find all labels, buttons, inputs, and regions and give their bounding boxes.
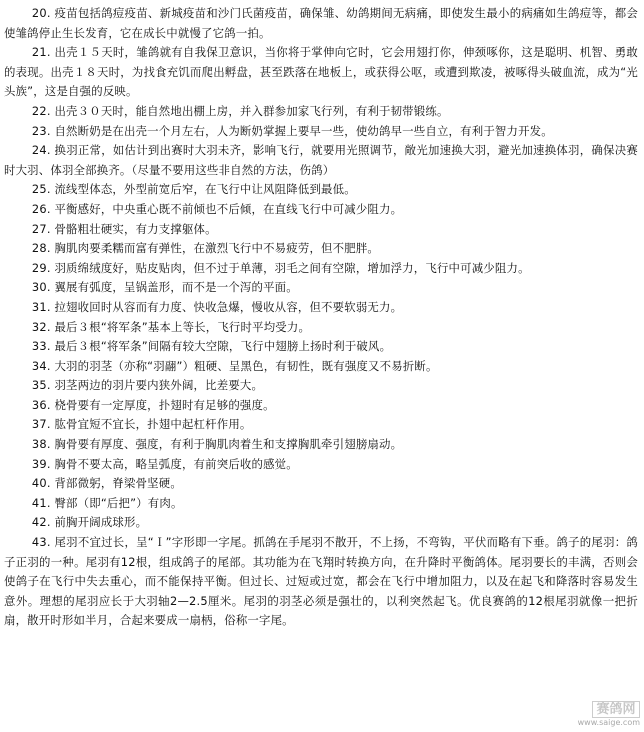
paragraph-item-24: 24. 换羽正常，如估计到出赛时大羽未齐，影响飞行，就要用光照调节，敞光加速换大羽，避光加速换体羽，确保决赛时大羽、体羽全部换齐。（尽量不要用这些非自然的方法，伤鸽）: [4, 143, 638, 177]
paragraph-item-23: 23. 自然断奶是在出壳一个月左右，人为断奶掌握上要早一些，使幼鸽早一些自立，有利于智力开发。: [31, 123, 553, 138]
paragraph-item-39: 39. 胸骨不要太高，略呈弧度，有前突后收的感觉。: [31, 456, 298, 471]
paragraph-item-25: 25. 流线型体态，外型前宽后窄，在飞行中让风阻降低到最低。: [31, 182, 356, 197]
paragraph-item-41: 41. 臀部（即“后把”）有肉。: [31, 495, 183, 510]
paragraph-item-27: 27. 骨骼粗壮硬实，有力支撑躯体。: [31, 221, 217, 236]
paragraph-item-40: 40. 背部微躬，脊梁骨坚硬。: [31, 476, 182, 491]
paragraph-item-31: 31. 拉翅收回时从容而有力度、快收急爆，慢收从容，但不要软弱无力。: [31, 299, 403, 314]
paragraph-item-35: 35. 羽茎两边的羽片要内狭外阔，比差要大。: [31, 378, 264, 393]
paragraph-item-38: 38. 胸骨要有厚度、强度，有利于胸肌肉着生和支撑胸肌牵引翅膀扇动。: [31, 437, 403, 452]
paragraph-item-30: 30. 翼展有弧度，呈锅盖形，而不是一个泻的平面。: [31, 280, 298, 295]
paragraph-item-28: 28. 胸肌肉要柔糯而富有弹性，在激烈飞行中不易疲劳，但不肥胖。: [31, 241, 379, 256]
watermark-url: www.saige.com: [577, 718, 640, 727]
paragraph-item-43: 43. 尾羽不宜过长，呈“Ｉ”字形即一字尾。抓鸽在手尾羽不散开，不上扬，不弯钩，平伏而略有下垂。鸽子的尾羽：鸽子正羽的一种。尾羽有12根，组成鸽子的尾部。其功能为在飞翔时转换方向，在升降时平衡鸽体。尾羽要长的丰满，否则会使鸽子在飞行中失去重心，而不能保持平衡。但过长、过短或过宽，都会在飞行中增加阻力，以及在起飞和降落时容易发生意外。理想的尾羽应长于大羽轴2—2.5厘米。尾羽的羽茎必须是强壮的，以利突然起飞。优良赛鸽的12根尾羽就像一把折扇，散开时形如半月，合起来要成一扇柄，俗称一字尾。: [4, 535, 638, 628]
paragraph-item-37: 37. 肱骨宜短不宜长，扑翅中起杠杆作用。: [31, 417, 252, 432]
paragraph-item-34: 34. 大羽的羽茎（亦称“羽翮”）粗硬、呈黑色，有韧性，既有强度又不易折断。: [31, 358, 438, 373]
paragraph-item-20: 20. 疫苗包括鸽痘疫苗、新城疫苗和沙门氏菌疫苗，确保雏、幼鸽期间无病痛，即使发生最小的病痛如生鸽痘等，都会使雏鸽停止生长发育，它在成长中就慢了它鸽一拍。: [4, 6, 638, 40]
watermark-seal: 赛鸽网: [592, 701, 640, 718]
paragraph-item-32: 32. 最后３根“将军条”基本上等长，飞行时平均受力。: [31, 319, 311, 334]
paragraph-item-22: 22. 出壳３０天时，能自然地出棚上房，并入群参加家飞行列，有利于韧带锻练。: [31, 103, 449, 118]
paragraph-item-26: 26. 平衡感好，中央重心既不前倾也不后倾，在直线飞行中可减少阻力。: [31, 201, 403, 216]
site-watermark: [578, 701, 640, 728]
paragraph-item-33: 33. 最后３根“将军条”间隔有较大空隙，飞行中翅膀上扬时利于破风。: [31, 339, 392, 354]
paragraph-item-29: 29. 羽质绵绒度好，贴皮贴肉，但不过于单薄，羽毛之间有空隙，增加浮力，飞行中可减少阻力。: [31, 260, 530, 275]
paragraph-item-21: 21. 出壳１５天时，雏鸽就有自我保卫意识，当你将于掌伸向它时，它会用翅打你，伸颈啄你，这是聪明、机智、勇敢的表现。出壳１８天时，为找食充饥而爬出孵盘，甚至跌落在地板上，或获得公呕，或遭到欺凌，被啄得头破血流，成为“光头族”，这是自强的反映。: [4, 45, 638, 99]
paragraph-item-36: 36. 桡骨要有一定厚度，扑翅时有足够的强度。: [31, 397, 275, 412]
paragraph-item-42: 42. 前胸开阔成球形。: [31, 515, 148, 530]
